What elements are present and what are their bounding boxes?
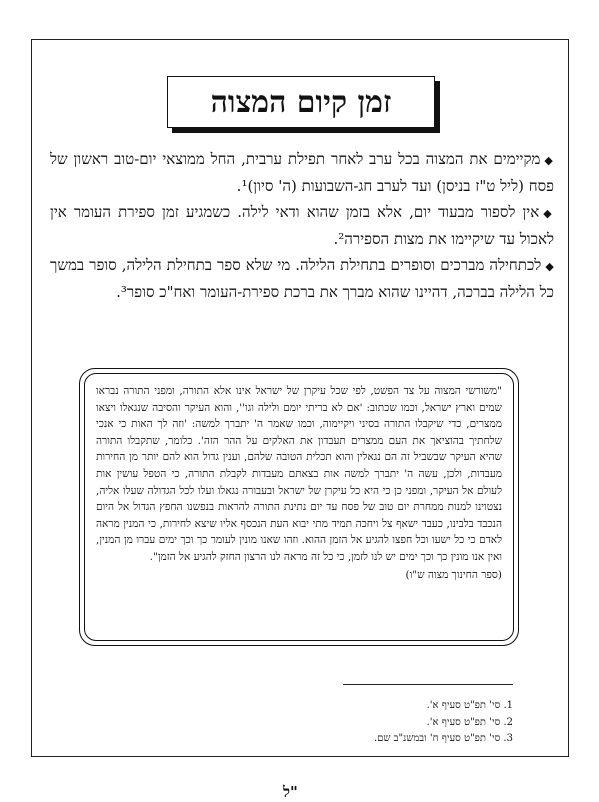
diamond-bullet-icon: ◆ — [543, 207, 554, 221]
paragraph-text: מקיימים את המצוה בכל ערב לאחר תפילת ערבית, החל ממוצאי יום-טוב ראשון של פסח (ליל ט"ז בניסן) ועד לערב חג-השבועות (ה' סיון)¹. — [50, 150, 554, 195]
diamond-bullet-icon: ◆ — [545, 260, 554, 274]
footnote: 2. סי' תפ"ט סעיף א'. — [426, 716, 513, 728]
paragraph — [50, 253, 554, 304]
quote-box — [79, 368, 519, 646]
main-text — [50, 147, 554, 307]
footnote: 3. סי' תפ"ט סעיף ח' ובמשנ"ב שם. — [373, 733, 513, 744]
page-number: ל" — [283, 783, 298, 801]
quote-source: (ספר החינוך מצוה ש"ו) — [405, 568, 502, 581]
paragraph-text: לכתחילה מברכים וסופרים בתחילת הלילה. מי שלא ספר בתחילת הלילה, סופר במשך כל הלילה בברכה, דהיינו שהוא מברך את ברכת ספירת-העומר ואח"כ סופר³. — [50, 256, 554, 301]
title-box — [167, 76, 435, 128]
paragraph-text: אין לספור מבעוד יום, אלא בזמן שהוא ודאי לילה. כשמגיע זמן ספירת העומר אין לאכול עד שיקיימו את מצות הספירה². — [50, 203, 554, 248]
page-title: זמן קיום המצוה — [210, 84, 392, 120]
footnote-divider — [343, 684, 513, 685]
footnote: 1. סי' תפ"ט סעיף א'. — [426, 700, 513, 711]
footnotes — [300, 698, 513, 748]
paragraph — [50, 200, 554, 251]
quote-text: "משורשי המצוה על צד הפשט, לפי שכל עיקרן של ישראל אינו אלא התורה, ומפני התורה נבראו שמים וארץ ישראל, וכמו שכתוב: 'אם לא בריתי יומם ולילה וגו'', והוא העיקר והסיבה שנגאלו ויצאו ממצרים, כדי שיקבלו התורה בסיני ויקיימוה, וכמו שאמר ה' יתברך למשה: 'וזה לך האות כי אנכי שלחתיך בהוציאך את העם ממצרים תעבדון את האלקים על ההר הזה'. כלומר, שתקבלו התורה שהיא העיקר שבשביל זה הם נגאלין והוא תכלית הטובה שלהם, וענין גדול הוא להם יותר מן החירות מעבדות, ולכן, עשה ה' יתברך למשה אות בצאתם מעבדות לקבלת התורה, כי הטפל עושין אות לעולם אל העיקר, ומפני כן כי היא כל עיקרן של ישראל ובעבורה נגאלו ועלו לכל הגדולה שעלו אליה, נצטוינו למנות ממחרת יום טוב של פסח עד יום נתינת התורה להראות בנפשנו החפץ הגדול אל היום הנכבד בלבינו, כעבד ישאף צל ויחכה תמיד מתי יבוא העת הנכסף אליו שיצא לחירות, כי המנין מראה לאדם כי כל ישעו וכל חפצו להגיע אל הזמן ההוא. וזהו שאנו מונין לעומר כך וכך ימים עברו מן המנין, ואין אנו מונין כך וכך ימים יש לנו לזמן, כי כל זה מראה לנו הרצון החזק להגיע אל הזמן". — [96, 385, 502, 563]
paragraph — [50, 147, 554, 198]
diamond-bullet-icon: ◆ — [544, 154, 554, 167]
quote-inner-border — [84, 373, 514, 641]
